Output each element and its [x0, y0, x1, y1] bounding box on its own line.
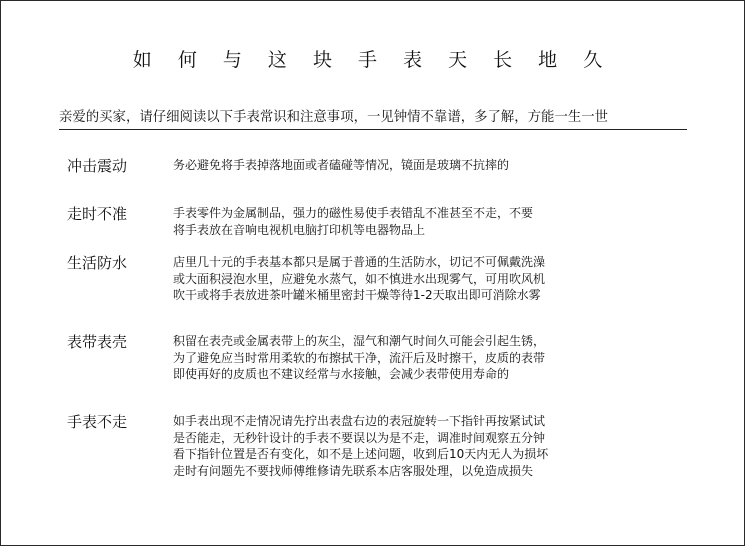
section-label: 生活防水 — [67, 254, 128, 272]
intro-text: 亲爱的买家，请仔细阅读以下手表常识和注意事项，一见钟情不靠谱，多了解，方能一生一世 — [59, 110, 609, 125]
section-line: 如手表出现不走情况请先拧出表盘右边的表冠旋转一下指针再按紧试试 — [173, 414, 546, 428]
section-line: 走时有问题先不要找师傅维修请先联系本店客服处理，以免造成损失 — [173, 463, 534, 478]
section-line: 或大面积浸泡水里，应避免水蒸气，如不慎进水出现雾气，可用吹风机 — [173, 271, 546, 286]
section-line: 看下指针位置是否有变化，如不是上述问题，收到后10天内无人为损坏 — [173, 447, 549, 461]
section-line: 是否能走，无秒针设计的手表不要误以为是不走，调准时间观察五分钟 — [173, 430, 546, 445]
section-line: 吹干或将手表放进茶叶罐米桶里密封干燥等待1-2天取出即可消除水雾 — [173, 288, 541, 302]
section-line: 将手表放在音响电视机电脑打印机等电器物品上 — [173, 222, 426, 237]
section-label: 走时不准 — [67, 205, 128, 223]
section-line: 即使再好的皮质也不建议经常与水接触，会减少表带使用寿命的 — [173, 367, 510, 381]
section-line: 务必避免将手表掉落地面或者磕碰等情况，镜面是玻璃不抗摔的 — [173, 158, 510, 172]
section-line: 为了避免应当时常用柔软的布擦拭干净，流汗后及时擦干，皮质的表带 — [173, 350, 546, 365]
section-line: 手表零件为金属制品，强力的磁性易使手表错乱不准甚至不走，不要 — [173, 206, 534, 220]
divider — [59, 129, 687, 130]
section-body — [173, 413, 633, 479]
section-line: 店里几十元的手表基本都只是属于普通的生活防水，切记不可佩戴洗澡 — [173, 255, 546, 269]
section-label: 表带表壳 — [67, 333, 128, 351]
section-line: 积留在表壳或金属表带上的灰尘，湿气和潮气时间久可能会引起生锈， — [173, 334, 546, 348]
section-body — [173, 254, 633, 304]
section-body — [173, 157, 633, 174]
section-body — [173, 205, 633, 238]
section-label: 冲击震动 — [67, 157, 128, 175]
section-body — [173, 333, 633, 383]
page-title: 如 何 与 这 块 手 表 天 长 地 久 — [132, 49, 613, 71]
section-label: 手表不走 — [67, 413, 128, 431]
